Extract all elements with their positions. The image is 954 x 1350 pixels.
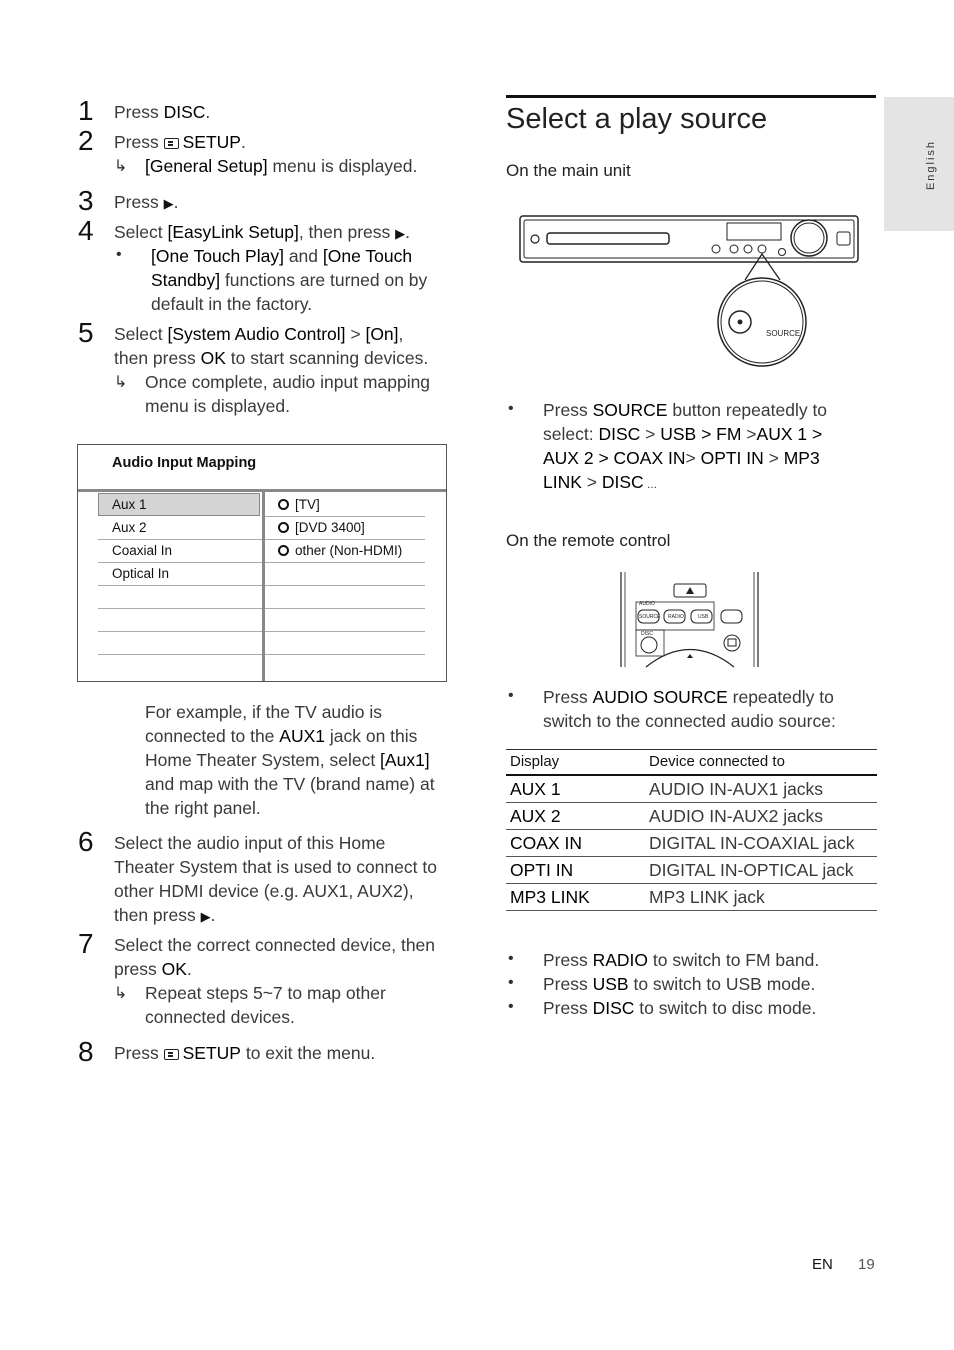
table-row: [506, 775, 877, 803]
play-right-icon: ▶: [200, 909, 211, 924]
divider: [265, 608, 425, 609]
divider: [98, 585, 262, 586]
bullet-icon: •: [508, 687, 514, 704]
table-cell: DIGITAL IN-OPTICAL jack: [645, 857, 877, 884]
table-header: Display: [506, 750, 645, 776]
remote-label-audio: AUDIO: [639, 601, 655, 607]
table-header: Device connected to: [645, 750, 877, 776]
radio-instruction: Press RADIO to switch to FM band.: [543, 950, 820, 970]
remote-label-usb: USB: [698, 614, 709, 620]
divider: [98, 562, 262, 563]
divider: [262, 492, 265, 681]
setup-icon: [164, 1049, 179, 1060]
source-instructions: Press SOURCE button repeatedly to select: DISC > USB > FM >AUX 1 > AUX 2 > COAX IN> OPTI IN > MP3 LINK > DISC ...: [543, 400, 828, 492]
radio-icon: [278, 499, 289, 510]
section-title: Select a play source: [506, 103, 768, 135]
step-number: 5: [78, 317, 94, 348]
table-cell: MP3 LINK: [506, 884, 645, 911]
table-cell: MP3 LINK jack: [645, 884, 877, 911]
step-number: 2: [78, 125, 94, 156]
input-item-aux2[interactable]: Aux 2: [112, 520, 147, 535]
step-8-text: Press SETUP to exit the menu.: [114, 1043, 376, 1063]
table-header-row: [506, 750, 877, 776]
setup-icon: [164, 138, 179, 149]
step-3-text: Press ▶.: [114, 192, 179, 212]
bullet-icon: •: [116, 246, 122, 263]
step-number: 7: [78, 928, 94, 959]
example-paragraph: For example, if the TV audio is connected to the AUX1 jack on this Home Theater System, select [Aux1] and map with the TV (brand name) at the right panel.: [145, 702, 435, 818]
input-item-aux1[interactable]: Aux 1: [112, 497, 147, 512]
source-button-label: SOURCE: [766, 329, 801, 338]
audio-input-mapping-menu: [77, 444, 447, 682]
input-item-optical[interactable]: Optical In: [112, 566, 170, 581]
table-row: [506, 884, 877, 911]
usb-instruction: Press USB to switch to USB mode.: [543, 974, 816, 994]
radio-icon: [278, 545, 289, 556]
bullet-icon: •: [508, 974, 514, 991]
divider: [265, 516, 425, 517]
step-7-text: Select the correct connected device, then press OK.: [114, 935, 436, 979]
device-option-other[interactable]: other (Non-HDMI): [278, 543, 402, 558]
divider: [265, 585, 425, 586]
step-2-result: [General Setup] menu is displayed.: [145, 156, 418, 176]
audio-source-instructions: Press AUDIO SOURCE repeatedly to switch to the connected audio source:: [543, 687, 836, 731]
play-right-icon: ▶: [395, 226, 406, 241]
step-number: 4: [78, 215, 94, 246]
step-5-text: Select [System Audio Control] > [On], then press OK to start scanning devices.: [114, 324, 429, 368]
device-option-tv[interactable]: [TV]: [278, 497, 320, 512]
step-number: 3: [78, 185, 94, 216]
table-cell: DIGITAL IN-COAXIAL jack: [645, 830, 877, 857]
language-label: English: [925, 139, 938, 191]
remote-label-source: SOURCE: [639, 614, 661, 620]
source-table: [506, 749, 877, 911]
divider: [265, 539, 425, 540]
step-2-text: Press SETUP.: [114, 132, 246, 152]
play-right-icon: ▶: [163, 196, 174, 211]
step-number: 1: [78, 95, 94, 126]
input-item-coaxial[interactable]: Coaxial In: [112, 543, 173, 558]
divider: [98, 539, 262, 540]
remote-label-radio: RADIO: [668, 614, 684, 620]
device-option-dvd[interactable]: [DVD 3400]: [278, 520, 365, 535]
table-cell: AUX 2: [506, 803, 645, 830]
result-arrow-icon: ↳: [114, 374, 128, 391]
page-number: 19: [858, 1256, 875, 1273]
table-cell: COAX IN: [506, 830, 645, 857]
result-arrow-icon: ↳: [114, 158, 128, 175]
divider: [98, 631, 262, 632]
step-1-text: Press DISC.: [114, 102, 211, 122]
remote-illustration: [616, 570, 766, 670]
bullet-icon: •: [508, 998, 514, 1015]
table-row: [506, 803, 877, 830]
divider: [265, 631, 425, 632]
divider: [98, 654, 262, 655]
table-row: [506, 830, 877, 857]
divider: [265, 654, 425, 655]
divider: [265, 562, 425, 563]
language-tab: [884, 97, 954, 231]
table-cell: AUDIO IN-AUX1 jacks: [645, 775, 877, 803]
step-number: 8: [78, 1036, 94, 1067]
bullet-icon: •: [508, 950, 514, 967]
table-cell: OPTI IN: [506, 857, 645, 884]
step-6-text: Select the audio input of this Home Theater System that is used to connect to other HDMI device (e.g. AUX1, AUX2), then press ▶.: [114, 833, 437, 925]
menu-title: Audio Input Mapping: [112, 455, 257, 471]
table-cell: AUDIO IN-AUX2 jacks: [645, 803, 877, 830]
result-arrow-icon: ↳: [114, 985, 128, 1002]
main-unit-illustration: [516, 210, 866, 375]
radio-icon: [278, 522, 289, 533]
footer-language: EN: [812, 1256, 833, 1273]
bullet-icon: •: [508, 400, 514, 417]
divider: [98, 608, 262, 609]
step-4-text: Select [EasyLink Setup], then press ▶.: [114, 222, 411, 242]
step-number: 6: [78, 826, 94, 857]
remote-heading: On the remote control: [506, 531, 671, 550]
main-unit-heading: On the main unit: [506, 161, 631, 180]
step-5-result: Once complete, audio input mapping menu is displayed.: [145, 372, 431, 416]
table-row: [506, 857, 877, 884]
title-rule: [506, 95, 876, 98]
step-4-bullet: [One Touch Play] and [One Touch Standby] functions are turned on by default in the factory.: [151, 246, 428, 314]
table-cell: AUX 1: [506, 775, 645, 803]
remote-label-disc: DISC: [641, 631, 653, 637]
step-7-result: Repeat steps 5~7 to map other connected devices.: [145, 983, 386, 1027]
disc-instruction: Press DISC to switch to disc mode.: [543, 998, 817, 1018]
